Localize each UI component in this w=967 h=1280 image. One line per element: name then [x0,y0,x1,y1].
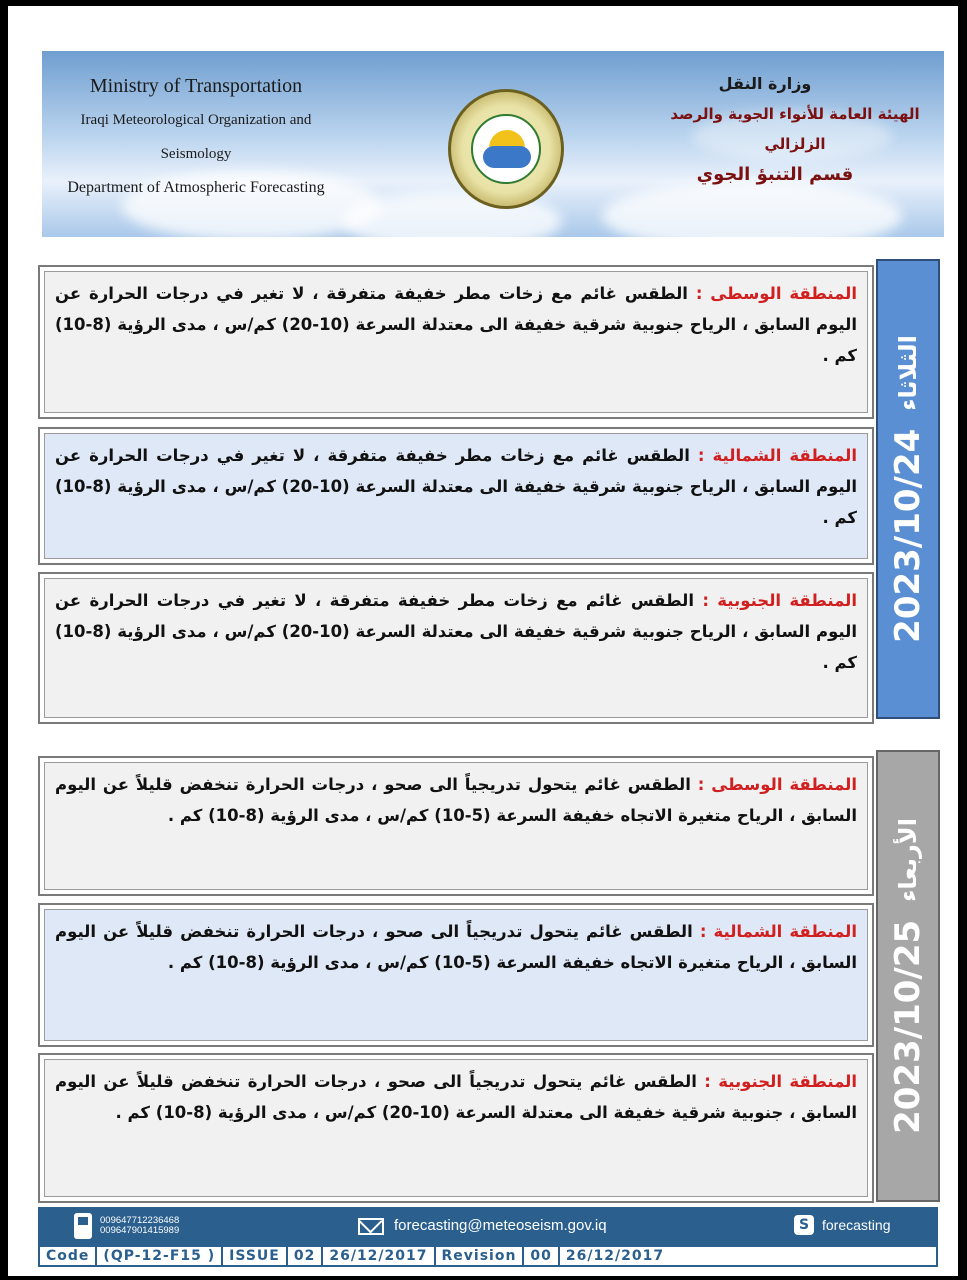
phone-number[interactable]: 009647901415989 [100,1225,180,1236]
organization-logo [448,89,564,209]
phone-numbers [100,1216,179,1236]
day-name: الثلاثاء [894,335,922,411]
date-label: 2023/10/24 [888,428,928,643]
phone-icon [74,1213,92,1239]
mail-icon [358,1218,384,1235]
date-bar-wednesday [876,750,940,1202]
forecast-text: الطقس غائم يتحول تدريجياً الى صحو ، درجات الحرارة تنخفض قليلاً عن اليوم السابق ، الرياح متغيرة الاتجاه خفيفة السرعة (5-10) كم/س ، مدى الرؤية (8-10) كم . [55,775,857,825]
issue-label: ISSUE [223,1247,288,1265]
forecast-box-north-day1 [38,427,874,565]
english-header [46,69,346,205]
forecast-text: الطقس غائم مع زخات مطر خفيفة متفرقة ، لا تغير في درجات الحرارة عن اليوم السابق ، الرياح جنوبية شرقية خفيفة الى معتدلة السرعة (10-20) كم/س ، مدى الرؤية (8-10) كم . [55,284,857,365]
issue-number: 02 [288,1247,323,1265]
date-label: 2023/10/25 [888,919,929,1134]
revision-label: Revision [436,1247,525,1265]
header-banner [42,51,944,237]
forecast-box-south-day1 [38,572,874,724]
forecast-text: الطقس غائم مع زخات مطر خفيفة متفرقة ، لا تغير في درجات الحرارة عن اليوم السابق ، الرياح جنوبية شرقية خفيفة الى معتدلة السرعة (10-20) كم/س ، مدى الرؤية (8-10) كم . [55,591,857,672]
region-label: المنطقة الوسطى : [695,284,857,303]
department-name-en: Department of Atmospheric Forecasting [67,179,325,196]
phone-number[interactable]: 009647712236468 [100,1215,180,1226]
forecast-box-south-day2 [38,1053,874,1203]
skype-icon: S [794,1215,814,1235]
skype-id[interactable]: forecasting [822,1217,891,1233]
region-label: المنطقة الشمالية : [697,446,857,465]
organization-name-ar: الهيئة العامة للأنواء الجوية والرصد الزلزالي [670,105,920,153]
region-label: المنطقة الجنوبية : [702,591,858,610]
ministry-name-en: Ministry of Transportation [89,75,303,97]
arabic-header [650,69,940,191]
forecast-box-north-day2 [38,903,874,1047]
region-label: المنطقة الجنوبية : [704,1072,857,1091]
forecast-text: الطقس غائم يتحول تدريجياً الى صحو ، درجات الحرارة تنخفض قليلاً عن اليوم السابق ، جنوبية شرقية خفيفة الى معتدلة السرعة (10-20) كم/س ، مدى الرؤية (8-10) كم . [55,1072,857,1122]
forecast-box-central-day2 [38,756,874,896]
document-code-bar [38,1245,938,1267]
region-label: المنطقة الشمالية : [699,922,857,941]
ministry-name-ar: وزارة النقل [718,74,812,93]
footer [38,1207,938,1267]
forecast-text: الطقس غائم يتحول تدريجياً الى صحو ، درجات الحرارة تنخفض قليلاً عن اليوم السابق ، الرياح متغيرة الاتجاه خفيفة السرعة (5-10) كم/س ، مدى الرؤية (8-10) كم . [55,922,857,972]
department-name-ar: قسم التنبؤ الجوي [696,164,854,185]
date-bar-tuesday [876,259,940,719]
region-label: المنطقة الوسطى : [697,775,857,794]
code-label: Code [40,1247,97,1265]
forecast-text: الطقس غائم مع زخات مطر خفيفة متفرقة ، لا تغير في درجات الحرارة عن اليوم السابق ، الرياح جنوبية شرقية خفيفة الى معتدلة السرعة (10-20) كم/س ، مدى الرؤية (8-10) كم . [55,446,857,527]
revision-number: 00 [524,1247,559,1265]
cloud-icon [483,146,531,168]
issue-date: 26/12/2017 [323,1247,435,1265]
revision-date: 26/12/2017 [565,1248,665,1264]
forecast-box-central-day1 [38,265,874,419]
code-value: (QP-12-F15 ) [97,1247,223,1265]
day-name: الأربعاء [894,818,923,902]
email-link[interactable]: forecasting@meteoseism.gov.iq [394,1217,607,1234]
logo-emblem [471,114,541,184]
organization-name-en: Iraqi Meteorological Organization and Seismology [80,112,312,162]
